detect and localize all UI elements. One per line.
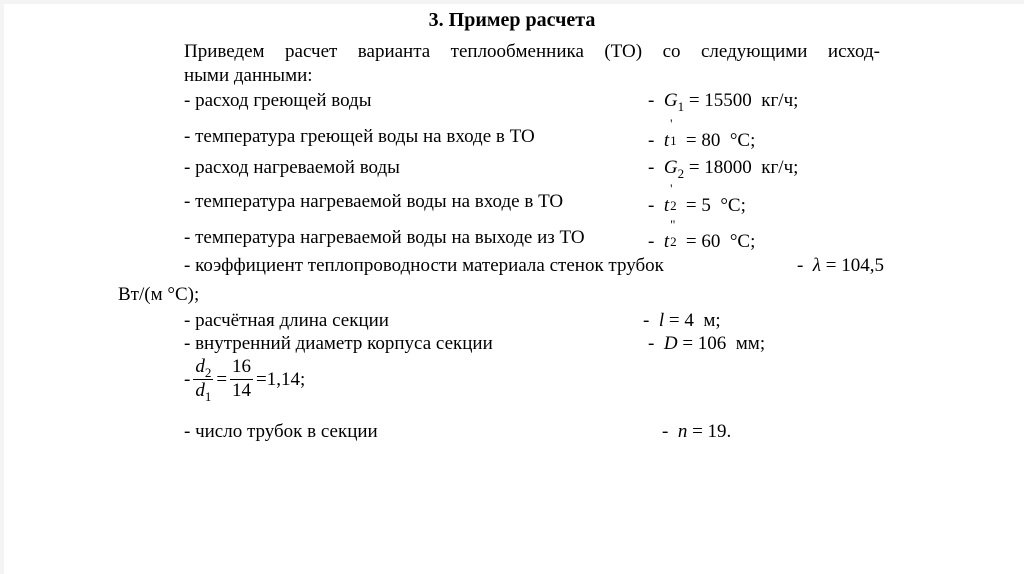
formula-section-length: - l = 4 м; xyxy=(643,310,721,331)
symbol: n xyxy=(677,421,688,442)
thermal-conductivity-unit: Вт/(м °С); xyxy=(118,284,200,305)
numerator-subscript: 2 xyxy=(204,365,212,380)
subscript: 1 xyxy=(670,133,677,148)
unit: мм; xyxy=(735,333,766,354)
formula-tube-count: - n = 19. xyxy=(662,421,732,442)
dash: - xyxy=(648,195,655,216)
row-thermal-conductivity xyxy=(184,256,884,275)
unit: °C; xyxy=(720,195,746,216)
dash: - xyxy=(662,421,669,442)
row-label-thermal-conductivity: - коэффициент теплопроводности материала стенок трубок xyxy=(184,255,664,276)
numerator-symbol: d xyxy=(195,356,205,377)
symbol: G xyxy=(663,90,678,111)
unit: °C; xyxy=(729,231,756,252)
value: 60 xyxy=(701,231,721,252)
value: 19 xyxy=(707,421,727,442)
dash: - xyxy=(184,368,191,390)
value: 104,5 xyxy=(841,255,884,276)
denominator-symbol: d xyxy=(195,379,205,401)
dash: - xyxy=(648,130,655,151)
value: 80 xyxy=(701,130,721,151)
superscript: " xyxy=(670,217,676,232)
formula-hot-flow: - $G_1 = 15500$ кг/ч; xyxy=(648,90,799,114)
formula-hot-inlet-temp: - t ' 1 = 80 °C; xyxy=(648,116,756,151)
symbol: D xyxy=(663,333,678,354)
dash: - xyxy=(648,90,655,111)
symbol: t xyxy=(663,130,670,151)
dash: - xyxy=(648,157,655,178)
fraction-values xyxy=(230,357,253,402)
subscript: 1 xyxy=(677,99,685,114)
value: 18000 xyxy=(704,157,752,178)
formula-cold-flow: - $G_2 = 18000$ кг/ч; xyxy=(648,157,799,181)
value: 106 xyxy=(697,333,727,354)
ratio-end: ; xyxy=(300,368,306,390)
section-title: 3. Пример расчета xyxy=(428,9,596,31)
symbol: l xyxy=(658,310,665,331)
intro-line-1: Приведем расчет варианта теплообменника (ТО) со следующими исход- xyxy=(184,41,880,62)
denominator-value: 14 xyxy=(232,379,252,401)
numerator-value: 16 xyxy=(230,357,253,380)
dash: - xyxy=(648,333,655,354)
formula-inner-diameter: - D = 106 мм; xyxy=(648,333,766,354)
unit: м; xyxy=(703,310,721,331)
unit: °C; xyxy=(729,130,756,151)
end-mark: . xyxy=(726,421,732,442)
row-label-cold-flow: - расход нагреваемой воды xyxy=(184,157,400,178)
symbol: t xyxy=(663,195,670,216)
symbol: G xyxy=(663,157,678,178)
symbol: t xyxy=(663,231,670,252)
intro-line-2: ными данными: xyxy=(184,65,313,86)
dash: - xyxy=(648,231,655,252)
superscript: ' xyxy=(670,181,673,196)
row-label-inner-diameter: - внутренний диаметр корпуса секции xyxy=(184,333,493,354)
formula-thermal-conductivity: - λ = 104,5 xyxy=(796,255,884,276)
value: 15500 xyxy=(704,90,752,111)
row-label-section-length: - расчётная длина секции xyxy=(184,310,389,331)
formula-cold-outlet-temp: - t " 2 = 60 °C; xyxy=(648,217,756,252)
subscript: 2 xyxy=(670,234,677,249)
ratio-result: 1,14 xyxy=(266,368,301,390)
row-label-cold-inlet-temp: - температура нагреваемой воды на входе в ТО xyxy=(184,191,564,212)
unit: кг/ч; xyxy=(761,90,799,111)
row-label-cold-outlet-temp: - температура нагреваемой воды на выходе из ТО xyxy=(184,227,585,248)
value: 4 xyxy=(684,310,694,331)
superscript: ' xyxy=(670,116,673,131)
formula-diameter-ratio: - $\frac{d_2}{d_1}$ = $\frac{16}{14}$ = 1,14 ; xyxy=(184,356,306,404)
formula-cold-inlet-temp: - t ' 2 = 5 °C; xyxy=(648,181,746,216)
row-label-hot-inlet-temp: - температура греющей воды на входе в ТО xyxy=(184,126,535,147)
denominator-subscript: 1 xyxy=(204,388,212,404)
subscript: 2 xyxy=(677,166,685,181)
value: 5 xyxy=(701,195,711,216)
row-label-hot-flow: - расход греющей воды xyxy=(184,90,372,111)
fraction-symbols xyxy=(193,357,213,402)
dash: - xyxy=(643,310,650,331)
symbol: λ xyxy=(812,255,822,276)
unit: кг/ч; xyxy=(761,157,799,178)
dash: - xyxy=(796,255,804,276)
row-label-tube-count: - число трубок в секции xyxy=(184,421,378,442)
subscript: 2 xyxy=(670,198,677,213)
